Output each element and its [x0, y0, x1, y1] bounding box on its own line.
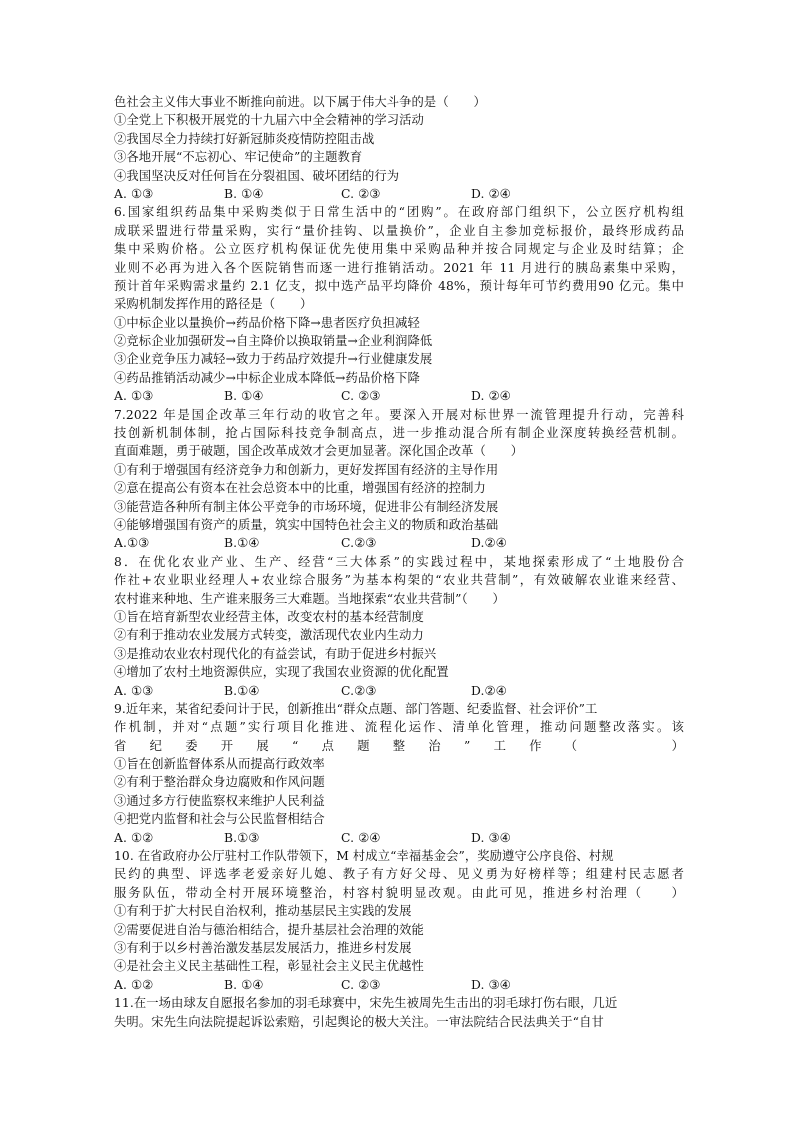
option-a: A. ①②	[114, 830, 154, 845]
text-line: 集中采购价格。公立医疗机构保证优先使用集中采购品种并按合同规定与企业及时结算；企	[114, 242, 684, 257]
text-line: ③能营造各种所有制主体公平竞争的市场环境，促进非公有制经济发展	[114, 499, 499, 514]
option-b: B.①③	[224, 830, 260, 845]
text-line: 技创新机制体制，抢占国际科技竞争制高点，进一步推动混合所有制企业深度转换经营机制。	[114, 426, 684, 441]
option-c: C. ②③	[341, 977, 381, 992]
text-line: 7.2022 年是国企改革三年行动的收官之年。要深入开展对标世界一流管理提升行动，完善科	[114, 407, 684, 422]
text-line: ④药品推销活动减少→中标企业成本降低→药品价格下降	[114, 370, 420, 385]
answer-options	[114, 387, 684, 405]
text-line: ④是社会主义民主基础性工程，彰显社会主义民主优越性	[114, 959, 424, 974]
text-line: ④把党内监督和社会与公民监督相结合	[114, 812, 325, 827]
text-line: ②有利于推动农业发展方式转变，激活现代农业内生动力	[114, 628, 424, 643]
text-line: 预计首年采购需求量约 2.1 亿支，拟中选产品平均降价 48%，预计每年可节约费用90 亿元。集中	[114, 278, 684, 293]
text-line: ④能够增强国有资产的质量，筑实中国特色社会主义的物质和政治基础	[114, 517, 499, 532]
option-c: C.②③	[341, 536, 377, 551]
option-c: C. ②④	[341, 830, 381, 845]
text-line: 服务队伍，带动全村开展环境整治，村容村貌明显改观。由此可见，推进乡村治理（ ）	[114, 885, 684, 900]
text-line: ①有利于扩大村民自治权利，推动基层民主实践的发展	[114, 904, 412, 919]
option-d: D.②④	[471, 683, 507, 698]
text-line: ②意在提高公有资本在社会总资本中的比重，增强国有经济的控制力	[114, 481, 486, 496]
text-line: ④我国坚决反对任何旨在分裂祖国、破坏团结的行为	[114, 168, 400, 183]
text-line: ①全党上下积极开展党的十九届六中全会精神的学习活动	[114, 113, 424, 128]
option-d: D. ②④	[471, 389, 511, 404]
option-a: A. ①②	[114, 977, 154, 992]
text-line: ③各地开展“不忘初心、牢记使命”的主题教育	[114, 150, 363, 165]
text-line: 农村谁来种地、生产谁来服务三大难题。当地探索“农业共营制”（ ）	[114, 591, 505, 606]
text-line: 民约的典型、评选孝老爱亲好儿媳、教子有方好父母、见义勇为好榜样等；组建村民志愿者	[114, 867, 684, 882]
text-line: 成联采盟进行带量采购，实行“量价挂钩、以量换价”，企业自主参加竞标报价，最终形成药品	[114, 223, 684, 238]
text-line: 业则不必再为进入各个医院销售而逐一进行推销活动。2021 年 11 月进行的胰岛素集中采购，	[114, 260, 684, 275]
text-line: ④增加了农村土地资源供应，实现了我国农业资源的优化配置	[114, 665, 449, 680]
answer-options	[114, 976, 684, 994]
text-line: ③是推动农业农村现代化的有益尝试，有助于促进乡村振兴	[114, 646, 437, 661]
option-c: C. ②③	[341, 186, 381, 201]
option-a: A. ①③	[114, 683, 154, 698]
text-line: ①有利于增强国有经济竞争力和创新力，更好发挥国有经济的主导作用	[114, 462, 499, 477]
option-d: D. ③④	[471, 830, 511, 845]
text-line: ③有利于以乡村善治激发基层发展活力，推进乡村发展	[114, 940, 412, 955]
text-line: 直面难题，勇于破题，国企改革成效才会更加显著。深化国企改革（ ）	[114, 444, 524, 459]
option-b: B.①④	[224, 683, 260, 698]
answer-options	[114, 534, 684, 552]
answer-options	[114, 829, 684, 847]
option-c: C.②③	[341, 683, 377, 698]
option-c: C. ②③	[341, 389, 381, 404]
text-line: 省纪委开展“点题整治”工作（ ）	[114, 738, 684, 753]
option-a: A. ①③	[114, 389, 154, 404]
text-line: 色社会主义伟大事业不断推向前进。以下属于伟大斗争的是（ ）	[114, 95, 486, 109]
text-line: ①旨在创新监督体系从而提高行政效率	[114, 757, 325, 772]
option-b: B. ①④	[224, 186, 264, 201]
text-line: ②有利于整治群众身边腐败和作风问题	[114, 775, 325, 790]
option-a: A. ①③	[114, 186, 154, 201]
text-line: 作机制，并对“点题”实行项目化推进、流程化运作、清单化管理，推动问题整改落实。该	[114, 720, 684, 735]
option-b: B. ①④	[224, 389, 264, 404]
text-line: 11.在一场由球友自愿报名参加的羽毛球赛中，宋先生被周先生击出的羽毛球打伤右眼，几近	[114, 996, 618, 1011]
text-line: 8．在优化农业产业、生产、经营“三大体系”的实践过程中，某地探索形成了“土地股份合	[114, 554, 684, 569]
option-d: D. ②④	[471, 186, 511, 201]
text-line: 10. 在省政府办公厅驻村工作队带领下，M 村成立“幸福基金会”，奖励遵守公序良俗、村规	[114, 849, 614, 864]
text-line: ②竞标企业加强研发→自主降价以换取销量→企业利润降低	[114, 334, 433, 349]
text-line: ①旨在培育新型农业经营主体，改变农村的基本经营制度	[114, 609, 424, 624]
answer-options	[114, 682, 684, 700]
text-line: ①中标企业以量换价→药品价格下降→患者医疗负担减轻	[114, 315, 420, 330]
answer-options	[114, 185, 684, 203]
text-line: 作社+农业职业经理人+农业综合服务”为基本构架的“农业共营制”，有效破解农业谁来经营、	[114, 573, 684, 588]
option-b: B.①④	[224, 536, 260, 551]
option-a: A.①③	[114, 536, 150, 551]
text-line: 失明。宋先生向法院提起诉讼索赔，引起舆论的极大关注。一审法院结合民法典关于“自甘	[114, 1014, 604, 1029]
text-line: ②我国尽全力持续打好新冠肺炎疫情防控阻击战	[114, 131, 375, 146]
document-page	[114, 93, 684, 1031]
text-line: ③企业竞争压力减轻→致力于药品疗效提升→行业健康发展	[114, 352, 433, 367]
option-b: B. ①④	[224, 977, 264, 992]
text-line: 9.近年来，某省纪委问计于民，创新推出“群众点题、部门答题、纪委监督、社会评价”工	[114, 701, 598, 716]
text-line: ③通过多方行使监察权来维护人民利益	[114, 793, 325, 808]
option-d: D.②④	[471, 536, 507, 551]
text-line: 6.国家组织药品集中采购类似于日常生活中的“团购”。在政府部门组织下，公立医疗机构组	[114, 205, 684, 220]
text-line: 采购机制发挥作用的路径是（ ）	[114, 297, 313, 312]
text-line: ②需要促进自治与德治相结合，提升基层社会治理的效能	[114, 922, 424, 937]
option-d: D. ③④	[471, 977, 511, 992]
